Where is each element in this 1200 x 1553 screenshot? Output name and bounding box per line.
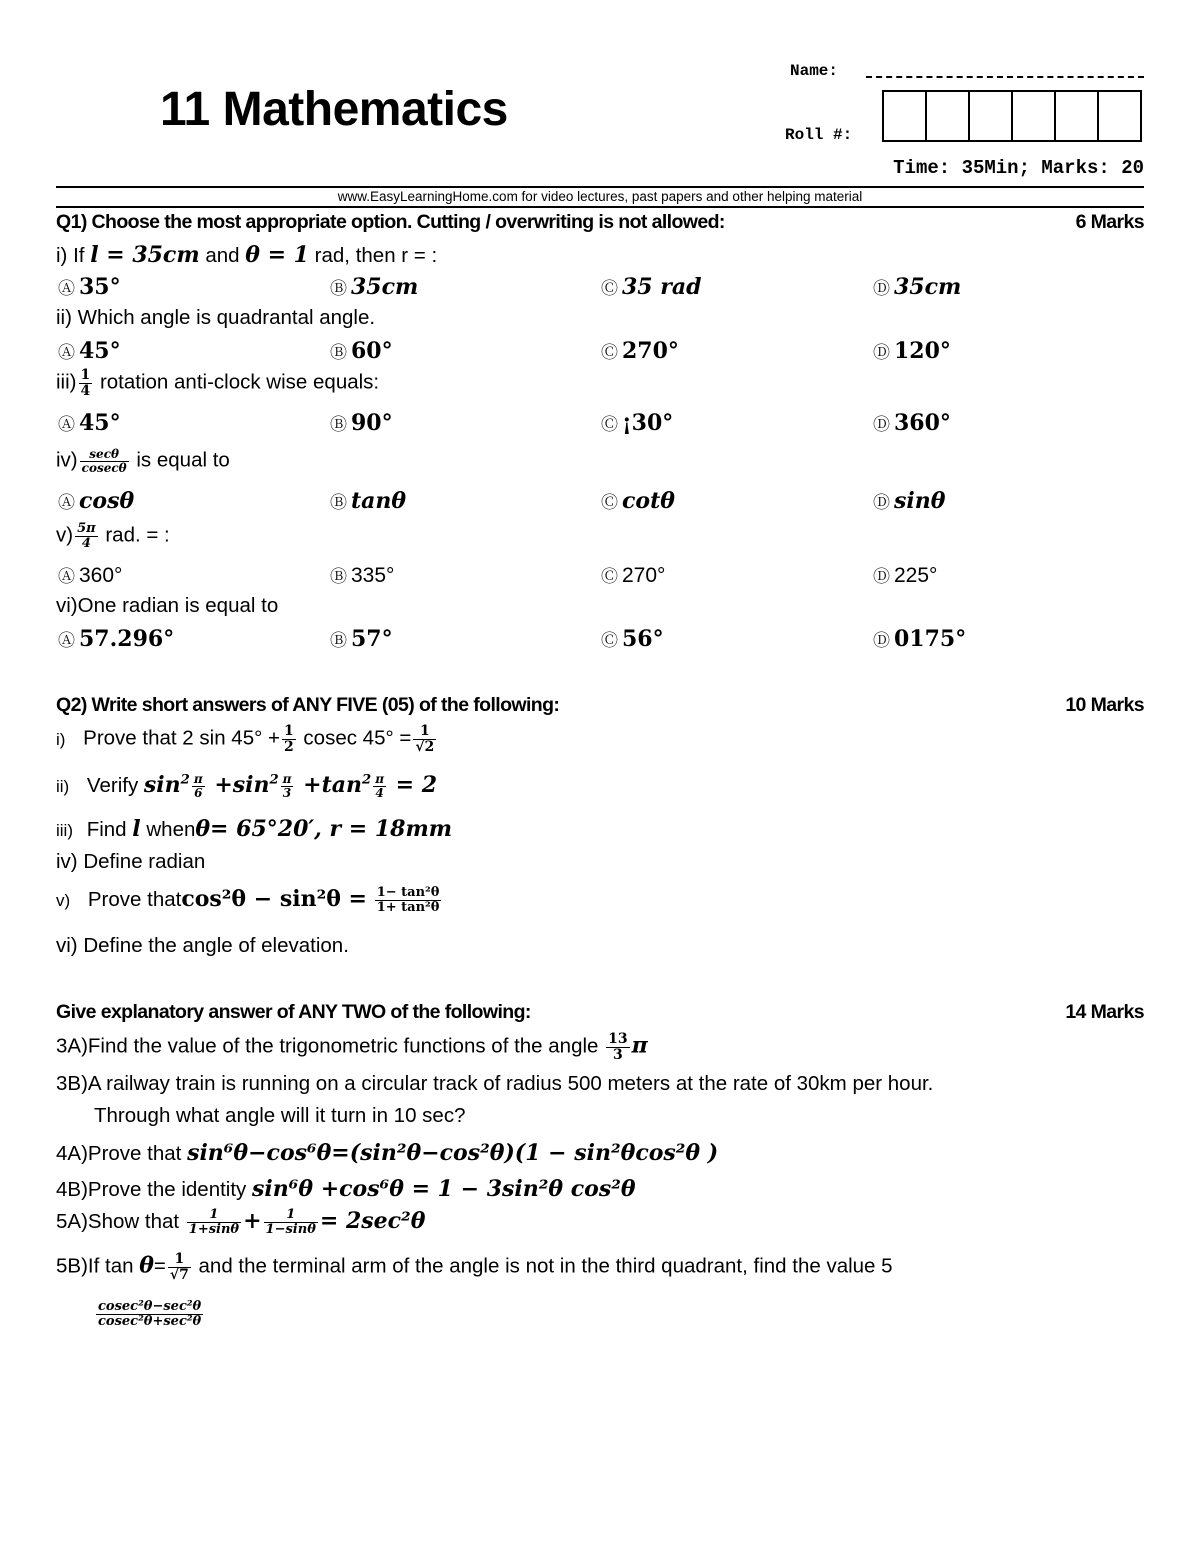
time-marks: Time: 35Min; Marks: 20 [893,157,1144,179]
choice-letter: Ⓐ [58,631,75,651]
choice-letter: Ⓑ [330,415,347,435]
item-label: 4B) [56,1178,88,1201]
math: θ [139,1252,154,1279]
name-field[interactable] [866,76,1144,78]
option-value: tanθ [351,488,407,514]
q3-heading [56,1001,1144,1024]
math: θ = 1 [245,242,309,268]
option-value: 57.296° [79,626,175,652]
fraction [264,1208,318,1236]
item-label: 3B) [56,1072,88,1095]
option-value: 120° [894,338,951,364]
item-text: rotation anti-clock wise equals: [99,370,380,394]
option-d[interactable] [873,274,961,300]
option-value: cotθ [622,488,675,514]
q3-item-5a [56,1208,425,1237]
option-value: 35 rad [622,274,702,300]
fraction [75,522,98,550]
q1-item-iii [56,368,379,398]
option-b[interactable] [330,410,393,436]
q3-item-5b [56,1252,893,1282]
numerator: π [193,771,203,786]
math-part: sin [143,772,181,798]
item-text: Prove the identity [87,1178,247,1201]
item-text: Verify [86,774,139,797]
denominator: 3 [613,1046,623,1063]
item-text: is equal to [136,448,230,472]
item-text: Which angle is quadrantal angle. [77,306,376,329]
math: cos²θ − sin²θ = [181,886,367,912]
q2-item-ii [56,772,437,799]
math [144,772,437,798]
roll-box[interactable] [1097,90,1142,142]
option-b[interactable] [330,338,393,364]
denominator: 4 [81,535,91,551]
item-label: iv) [56,448,78,472]
option-c[interactable] [601,410,673,436]
numerator: secθ [80,448,129,462]
q3-item-3b [56,1072,933,1096]
math-part: = 2 [395,772,438,798]
choice-letter: Ⓓ [873,493,890,513]
choice-letter: Ⓒ [601,343,618,363]
option-value: ¡30° [622,410,674,436]
name-label: Name: [790,62,839,80]
item-label: vi) [56,594,78,617]
math: = 2sec²θ [319,1208,426,1234]
numerator: π [375,771,384,786]
option-c[interactable] [601,488,675,514]
item-text: Prove that [87,1142,182,1165]
roll-box[interactable] [1054,90,1099,142]
numerator: 1 [168,1252,191,1268]
denominator: √2 [415,738,435,755]
item-label: i) [56,729,66,749]
fraction [80,448,129,474]
fraction [192,773,205,799]
fraction [413,724,436,754]
roll-box[interactable] [882,90,927,142]
math: + [243,1208,262,1234]
q2-item-vi [56,934,349,958]
q3-item-4a [56,1140,718,1166]
fraction [375,886,442,914]
numerator: π [282,771,292,786]
exponent: 2 [180,772,190,788]
item-text: Define the angle of elevation. [83,934,349,957]
exponent: 2 [269,772,279,788]
option-value: 360° [79,564,123,587]
item-text: rad, then r = : [314,244,438,267]
choice-letter: Ⓓ [873,631,890,651]
fraction [187,1208,241,1236]
item-label: 5A) [56,1210,88,1233]
denominator: 2 [283,738,294,755]
item-label: iv) [56,850,78,873]
choice-letter: Ⓐ [58,279,75,299]
q2-item-iii [56,816,452,842]
choice-letter: Ⓓ [873,415,890,435]
choice-letter: Ⓓ [873,567,890,587]
roll-box[interactable] [968,90,1013,142]
option-b[interactable] [330,488,406,514]
item-label: 5B) [56,1254,88,1278]
option-value: 0175° [894,626,967,652]
choice-letter: Ⓒ [601,279,618,299]
divider [56,186,1144,188]
item-label: 3A) [56,1034,88,1058]
option-value: 60° [351,338,393,364]
numerator: 1 [413,724,436,740]
option-a[interactable] [58,410,121,436]
choice-letter: Ⓓ [873,279,890,299]
item-text: Prove that 2 sin 45° + [83,726,280,750]
option-b[interactable] [330,626,393,652]
denominator: cosecθ [81,460,127,475]
q3-item-3a [56,1032,648,1062]
option-b[interactable] [330,274,418,300]
option-value: 56° [622,626,664,652]
item-label: ii) [56,306,72,329]
item-text: cosec 45° = [303,726,412,750]
denominator: 3 [282,785,292,800]
option-value: 45° [79,410,121,436]
choice-letter: Ⓑ [330,493,347,513]
q2-heading [56,694,1144,717]
exponent: 2 [362,772,372,788]
option-a[interactable] [58,562,122,588]
denominator: 1+sinθ [188,1222,240,1238]
math: l = 35cm [90,242,200,268]
item-text: Find [86,818,127,841]
divider [56,206,1144,208]
option-d[interactable] [873,562,937,588]
denominator: cosec²θ+sec²θ [98,1313,202,1329]
denominator: 1+ tan²θ [376,900,440,916]
option-value: 45° [79,338,121,364]
q2-item-iv [56,850,205,874]
option-c[interactable] [601,338,679,364]
item-text: Define radian [83,850,206,873]
item-label: 4A) [56,1142,88,1165]
page-title: 11 Mathematics [160,83,508,136]
choice-letter: Ⓐ [58,493,75,513]
denominator: 6 [194,785,203,800]
item-text: rad. = : [105,523,170,547]
option-a[interactable] [58,488,134,514]
math: π [631,1032,648,1059]
math: l [132,816,141,842]
option-a[interactable] [58,626,174,652]
numerator: 1 [187,1208,241,1223]
roll-box[interactable] [925,90,970,142]
item-label: vi) [56,934,78,957]
option-value: 57° [351,626,393,652]
q2-item-v [56,886,443,915]
choice-letter: Ⓒ [601,567,618,587]
fraction [282,724,296,754]
q1-heading-text: Q1) Choose the most appropriate option. Cutting / overwriting is not allowed: [56,211,725,233]
choice-letter: Ⓐ [58,415,75,435]
item-text: Prove that [87,888,182,911]
q2-item-i [56,724,438,754]
item-label: v) [56,891,71,910]
item-label: i) [56,244,68,267]
option-value: 90° [351,410,393,436]
q3-item-3b-line2: Through what angle will it turn in 10 sec? [94,1104,466,1127]
option-c[interactable] [601,626,664,652]
numerator: 13 [608,1031,628,1047]
choice-letter: Ⓑ [330,279,347,299]
item-text: and [205,244,240,267]
option-c[interactable] [601,562,665,588]
choice-letter: Ⓒ [601,631,618,651]
numerator: 1 [283,723,294,739]
option-value: 270° [622,564,666,587]
choice-letter: Ⓓ [873,343,890,363]
option-d[interactable] [873,410,951,436]
option-value: 270° [622,338,679,364]
option-c[interactable] [601,274,702,300]
math: θ= 65°20′, r = 18mm [195,816,453,842]
numerator: 5π [77,521,96,536]
choice-letter: Ⓑ [330,631,347,651]
option-a[interactable] [58,274,121,300]
item-label: v) [56,523,74,547]
fraction [168,1252,191,1282]
option-value: 35cm [894,274,962,300]
option-value: sinθ [894,488,946,514]
numerator: cosec²θ−sec²θ [98,1299,202,1314]
q1-item-ii [56,306,375,330]
item-text: If tan [87,1254,134,1278]
choice-letter: Ⓒ [601,415,618,435]
denominator: 4 [80,382,91,399]
item-text: If [73,244,85,267]
item-label: iii) [56,370,77,394]
roll-label: Roll #: [785,126,853,144]
q1-item-vi [56,594,278,618]
q1-heading [56,211,1144,234]
option-value: cosθ [79,488,135,514]
roll-box[interactable] [1011,90,1056,142]
fraction [79,368,93,398]
option-value: 35° [79,274,121,300]
fraction [96,1300,203,1328]
item-text: A railway train is running on a circular track of radius 500 meters at the rate of 30km per hour. [87,1072,934,1095]
math: sin⁶θ−cos⁶θ=(sin²θ−cos²θ)(1 − sin²θcos²θ ) [187,1140,719,1166]
option-value: 35cm [351,274,419,300]
item-text: and the terminal arm of the angle is not in the third quadrant, find the value 5 [198,1254,893,1278]
q1-marks: 6 Marks [1075,211,1144,233]
item-text: Show that [87,1210,180,1233]
q1-item-iv [56,448,230,474]
choice-letter: Ⓒ [601,493,618,513]
choice-letter: Ⓐ [58,567,75,587]
item-text: = [153,1254,166,1278]
fraction [606,1032,629,1062]
numerator: 1 [80,367,91,383]
option-d[interactable] [873,626,966,652]
option-value: 225° [894,564,938,587]
math: sin⁶θ +cos⁶θ = 1 − 3sin²θ cos²θ [252,1176,636,1202]
denominator: 4 [375,785,384,800]
website-note: www.EasyLearningHome.com for video lectures, past papers and other helping material [337,189,863,204]
q2-marks: 10 Marks [1065,694,1144,716]
q3-heading-text: Give explanatory answer of ANY TWO of the following: [56,1001,531,1023]
roll-number-boxes [882,90,1140,142]
math-part: +tan [303,772,362,798]
choice-letter: Ⓑ [330,567,347,587]
q1-item-v [56,522,170,550]
item-text: Find the value of the trigonometric functions of the angle [87,1034,599,1058]
numerator: 1− tan²θ [376,885,440,901]
q1-item-i [56,242,437,268]
fraction [281,773,294,799]
q2-heading-text: Q2) Write short answers of ANY FIVE (05) of the following: [56,694,560,716]
option-value: 335° [351,564,395,587]
math-part: +sin [214,772,270,798]
numerator: 1 [264,1208,318,1223]
option-d[interactable] [873,338,951,364]
item-text: One radian is equal to [77,594,279,617]
option-b[interactable] [330,562,394,588]
denominator: 1−sinθ [265,1222,316,1238]
item-label: ii) [56,777,70,796]
denominator: √7 [169,1266,189,1283]
item-text: when [146,818,196,841]
q3-marks: 14 Marks [1065,1001,1144,1023]
option-value: 360° [894,410,951,436]
option-d[interactable] [873,488,945,514]
option-a[interactable] [58,338,121,364]
item-label: iii) [56,821,73,840]
q3-item-4b [56,1176,636,1202]
fraction [373,773,386,799]
q3-item-5b-fraction [94,1300,205,1328]
choice-letter: Ⓑ [330,343,347,363]
choice-letter: Ⓐ [58,343,75,363]
